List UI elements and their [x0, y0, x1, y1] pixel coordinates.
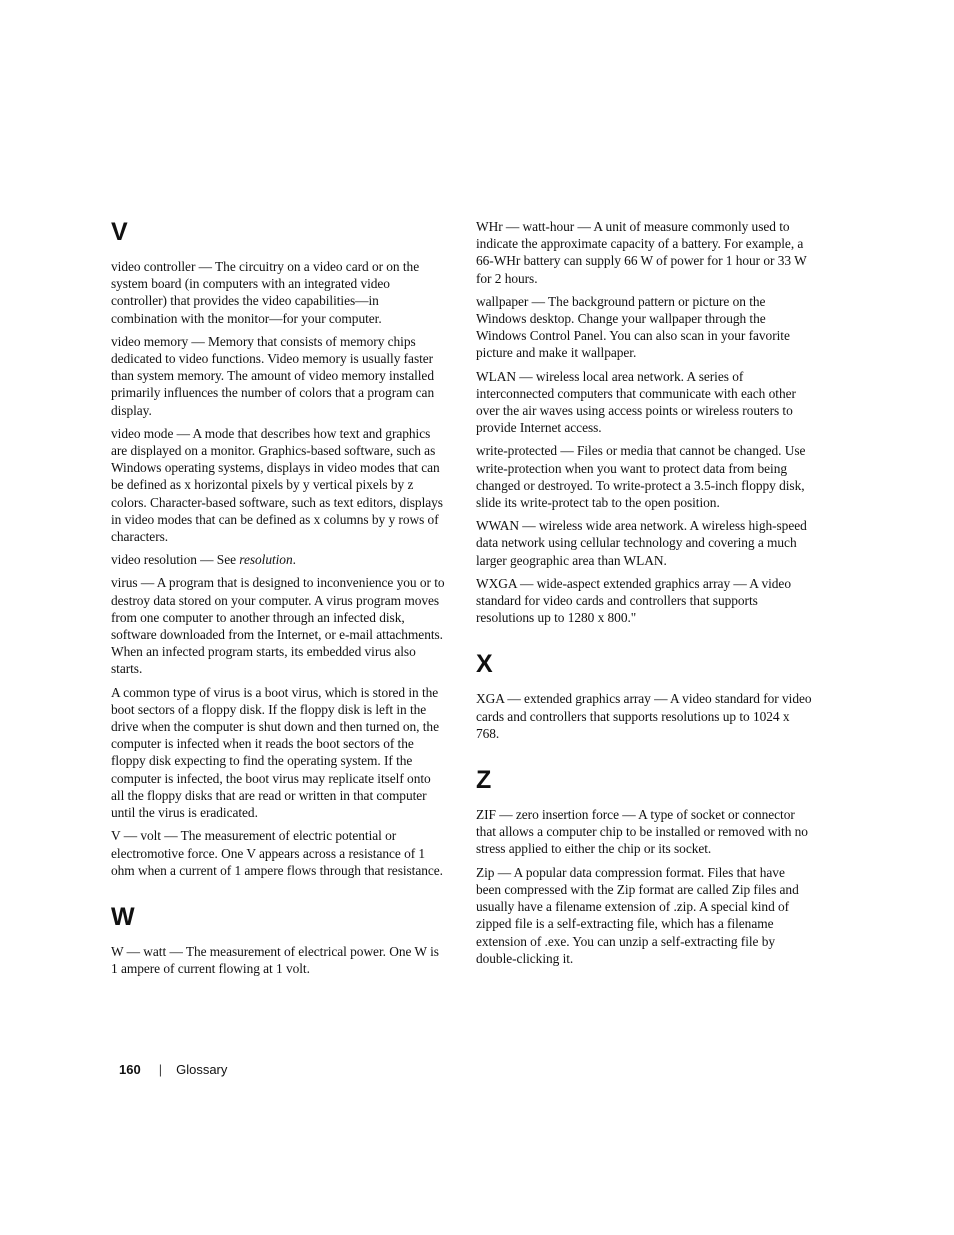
- footer-separator: |: [158, 1062, 163, 1077]
- glossary-term: WWAN: [476, 518, 519, 534]
- right-column: [476, 218, 812, 973]
- glossary-definition: A common type of virus is a boot virus, which is stored in the boot sectors of a floppy disk. If the floppy disk is left in the drive when the computer is shut down and then turned on, the computer is infected when it reads the boot sectors of the floppy disk expecting to find the operating system. If the computer is infected, the boot virus may replicate itself onto all the floppy disks that are read or written in that computer until the virus is eradicated.: [111, 684, 439, 821]
- footer-section-name: Glossary: [176, 1062, 228, 1077]
- glossary-term: video memory: [111, 333, 189, 349]
- glossary-definition: — Files or media that cannot be changed. Use write-protection when you want to protect data from being changed or destroyed. To write-protect a 3.5-inch floppy disk, slide its write-protect tab to the open position.: [476, 443, 806, 511]
- glossary-term: V: [111, 828, 121, 844]
- glossary-term: wallpaper: [476, 293, 529, 309]
- glossary-definition: — The background pattern or picture on the Windows desktop. Change your wallpaper through the Windows Control Panel. You can also scan in your favorite picture and make it wallpaper.: [476, 293, 790, 361]
- glossary-term: video controller: [111, 259, 196, 274]
- section-letter-w: W: [111, 902, 135, 931]
- glossary-definition: — zero insertion force — A type of socket or connector that allows a computer chip to be installed or removed with no stress applied to either the chip or its socket.: [476, 807, 808, 857]
- glossary-definition: — A mode that describes how text and graphics are displayed on a monitor. Graphics-based software, such as Windows operating systems, displays in video modes that can be defined as x horizontal pixels by y vertical pixels by z colors. Character-based software, such as text editors, displays in video modes that can be defined as x columns by y rows of characters.: [111, 425, 443, 545]
- glossary-term: WHr: [476, 219, 503, 234]
- glossary-entry-write-protected: [476, 442, 812, 511]
- glossary-term: video mode: [111, 425, 174, 441]
- section-letter-v: V: [111, 218, 128, 246]
- glossary-entry-zif: [476, 806, 812, 858]
- glossary-definition: — watt — The measurement of electrical power. One W is 1 ampere of current flowing at 1 volt.: [111, 943, 439, 977]
- glossary-entry-video-mode: [111, 425, 447, 545]
- glossary-entry-video-resolution: [111, 551, 447, 568]
- glossary-definition-tail: .: [292, 552, 296, 568]
- page-footer: [119, 1062, 227, 1078]
- glossary-entry-video-controller: [111, 258, 447, 327]
- glossary-entry-wlan: [476, 368, 812, 437]
- glossary-definition: — See: [196, 552, 240, 568]
- glossary-term: video resolution: [111, 552, 197, 568]
- glossary-term: write-protected: [476, 443, 558, 459]
- glossary-definition: — A program that is designed to inconvenience you or to destroy data stored on your computer. A virus program moves from one computer to another through an infected disk, software downloaded from the Internet, or e-mail attachments. When an infected program starts, its embedded virus also starts.: [111, 575, 445, 677]
- glossary-definition: — extended graphics array — A video standard for video cards and controllers that supports resolutions up to 1024 x 768.: [476, 691, 812, 741]
- glossary-entry-xga: [476, 690, 812, 742]
- glossary-definition: — A popular data compression format. Files that have been compressed with the Zip format are called Zip files and usually have a filename extension of .zip. A special kind of zipped file is a self-extracting file, which has a filename extension of .exe. You can unzip a self-extracting file by double-clicking it.: [476, 864, 799, 966]
- glossary-definition: — wireless wide area network. A wireless high-speed data network using cellular technology and covering a much larger geographic area than WLAN.: [476, 518, 807, 568]
- glossary-entry-wwan: [476, 517, 812, 569]
- glossary-entry-whr: [476, 218, 812, 287]
- glossary-entry-watt: [111, 943, 447, 977]
- glossary-entry-virus: [111, 574, 447, 677]
- section-letter-z: Z: [476, 766, 492, 795]
- glossary-entry-video-memory: [111, 333, 447, 419]
- glossary-term: ZIF: [476, 807, 496, 823]
- page-number: 160: [119, 1062, 141, 1077]
- glossary-term: Zip: [476, 864, 495, 880]
- section-letter-x: X: [476, 650, 493, 679]
- glossary-paragraph-boot-virus: [111, 684, 447, 822]
- glossary-term: XGA: [476, 691, 505, 707]
- glossary-definition: — wide-aspect extended graphics array — A video standard for video cards and controllers that supports resolutions up to 1280 x 800.": [476, 575, 791, 626]
- glossary-definition: — wireless local area network. A series of interconnected computers that communicate with each other over the air waves using access points or wireless routers to provide Internet access.: [476, 368, 796, 436]
- glossary-entry-volt: [111, 827, 447, 879]
- glossary-definition: — Memory that consists of memory chips dedicated to video functions. Video memory is usually faster than system memory. The amount of video memory installed primarily influences the number of colors that a program can display.: [111, 333, 435, 418]
- glossary-term: virus: [111, 575, 138, 591]
- glossary-term: WLAN: [476, 368, 516, 384]
- cross-reference-link: resolution: [239, 552, 293, 568]
- glossary-entry-wxga: [476, 575, 812, 627]
- glossary-term: W: [111, 943, 124, 959]
- glossary-definition: — The circuitry on a video card or on the system board (in computers with an integrated video controller) that provides the video capabilities—in combination with the monitor—for your computer.: [111, 259, 420, 326]
- glossary-term: WXGA: [476, 575, 517, 591]
- glossary-entry-zip: [476, 864, 812, 967]
- glossary-definition: — volt — The measurement of electric potential or electromotive force. One V appears across a resistance of 1 ohm when a current of 1 ampere flows through that resistance.: [111, 828, 443, 878]
- left-column: [111, 218, 447, 983]
- glossary-definition: — watt-hour — A unit of measure commonly used to indicate the approximate capacity of a battery. For example, a 66-WHr battery can supply 66 W of power for 1 hour or 33 W for 2 hours.: [476, 219, 807, 286]
- glossary-entry-wallpaper: [476, 293, 812, 362]
